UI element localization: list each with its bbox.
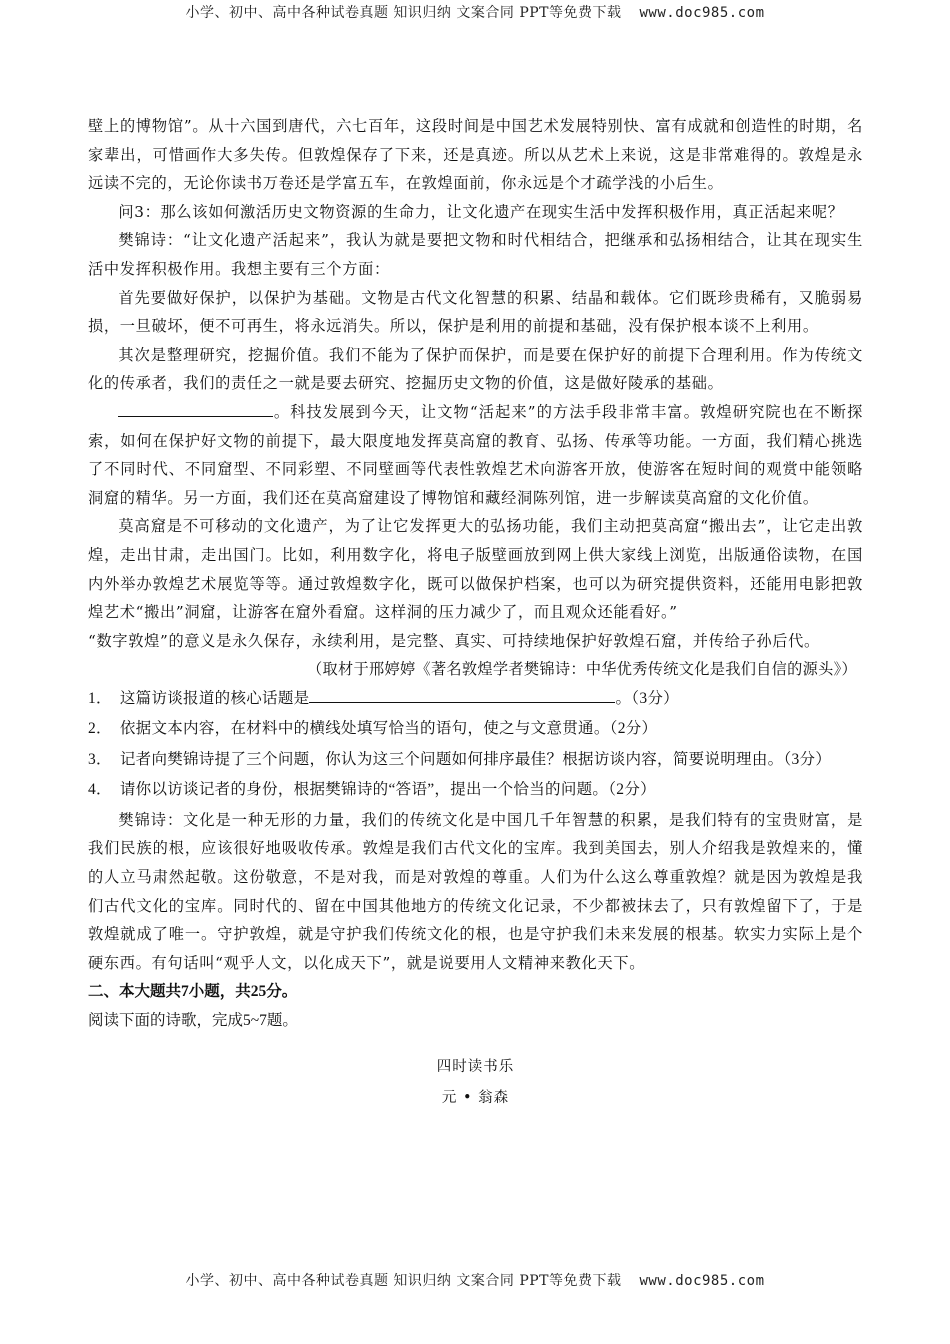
question-1-points: 。（3分） [615,689,679,707]
footer-site-link[interactable]: www.doc985.com [639,1273,765,1289]
header-text: 小学、初中、高中各种试卷真题 知识归纳 文案合同 PPT等免费下载 [185,5,622,21]
section-2-title: 二、本大题共7小题，共25分。 [88,983,298,1001]
fill-in-blank-line[interactable] [118,398,273,417]
question-number: 3． [88,750,112,768]
question-2-text: 依据文本内容，在材料中的横线处填写恰当的语句，使之与文意贯通。（2分） [119,720,658,738]
question-number: 1． [88,689,112,707]
article-paragraph-1: 壁上的博物馆”。从十六国到唐代，六七百年，这段时间是中国艺术发展特别快、富有成就和创造性的时期，名家辈出，可惜画作大多失传。但敦煌保存了下来，还是真迹。所以从艺术上来说，这是非常难得的。敦煌是永远读不完的，无论你读书万卷还是学富五车，在敦煌面前，你永远是个才疏学浅的小后生。 [88,117,863,193]
section-2-instruction: 阅读下面的诗歌，完成5~7题。 [88,1012,298,1030]
article-paragraph-5: 其次是整理研究，挖掘价值。我们不能为了保护而保护，而是要在保护好的前提下合理利用。作为传统文化的传承者，我们的责任之一就是要去研究、挖掘历史文物的价值，这是做好陵承的基础。 [88,345,863,393]
question-4 [88,775,863,806]
question-3-text: 记者向樊锦诗提了三个问题，你认为这三个问题如何排序最佳？根据访谈内容，简要说明理由。（3分） [119,750,832,768]
page-footer [0,1270,950,1290]
article-paragraph-6 [88,398,863,512]
page-header [0,2,950,22]
answer-passage: 樊锦诗：文化是一种无形的力量，我们的传统文化是中国几千年智慧的积累，是我们特有的宝贵财富，是我们民族的根，应该很好地吸收传承。敦煌是我们古代文化的宝库。我到美国去，别人介绍我是敦煌来的，懂的人立马肃然起敬。这份敬意，不是对我，而是对敦煌的尊重。人们为什么这么尊重敦煌？就是因为敦煌是我们古代文化的宝库。同时代的、留在中国其他地方的传统文化记录，不少都被抹去了，只有敦煌留下了，于是敦煌就成了唯一。守护敦煌，就是守护我们传统文化的根，也是守护我们未来发展的根基。软实力实际上是个硬东西。有句话叫“观乎人文，以化成天下”，就是说要用人文精神来教化天下。 [88,810,863,972]
poem-title: 四时读书乐 [436,1059,515,1076]
document-body [88,112,863,1112]
footer-text: 小学、初中、高中各种试卷真题 知识归纳 文案合同 PPT等免费下载 [185,1273,622,1289]
article-paragraph-3: 樊锦诗：“让文化遗产活起来”，我认为就是要把文物和时代相结合，把继承和弘扬相结合，让其在现实生活中发挥积极作用。我想主要有三个方面： [88,231,863,278]
question-1-text: 这篇访谈报道的核心话题是 [119,689,310,707]
question-number: 2． [88,720,112,738]
question-3 [88,745,863,776]
article-paragraph-4: 首先要做好保护，以保护为基础。文物是古代文化智慧的积累、结晶和载体。它们既珍贵稀有，又脆弱易损，一旦破坏，便不可再生，将永远消失。所以，保护是利用的前提和基础，没有保护根本谈不上利用。 [88,288,863,336]
article-paragraph-7: 莫高窟是不可移动的文化遗产，为了让它发挥更大的弘扬功能，我们主动把莫高窟“搬出去”，让它走出敦煌，走出甘肃，走出国门。比如，利用数字化，将电子版壁画放到网上供大家线上浏览，出版通俗读物，在国内外举办敦煌艺术展览等等。通过敦煌数字化，既可以做保护档案，也可以为研究提供资料，还能用电影把敦煌艺术“搬出”洞窟，让游客在窟外看窟。这样洞的压力减少了，而且观众还能看好。” [88,517,863,622]
poem-author: 元 • 翁森 [441,1090,510,1107]
interview-question-3: 问3：那么该如何激活历史文物资源的生命力，让文化遗产在现实生活中发挥积极作用，真正活起来呢？ [118,202,844,221]
header-site-link[interactable]: www.doc985.com [639,5,765,21]
answer-blank-line[interactable] [309,684,615,703]
article-source-citation: （取材于邢婷婷《著名敦煌学者樊锦诗：中华优秀传统文化是我们自信的源头》） [307,660,857,679]
question-2 [88,714,863,745]
question-number: 4． [88,781,112,799]
question-1 [88,684,863,715]
question-4-text: 请你以访谈记者的身份，根据樊锦诗的“答语”，提出一个恰当的问题。（2分） [119,781,656,799]
article-paragraph-8: “数字敦煌”的意义是永久保存，永续利用，是完整、真实、可持续地保护好敦煌石窟，并传给子孙后代。 [88,631,820,650]
article-paragraph-6-text: 。科技发展到今天，让文物“活起来”的方法手段非常丰富。敦煌研究院也在不断探索，如何在保护好文物的前提下，最大限度地发挥莫高窟的教育、弘扬、传承等功能。一方面，我们精心挑选了不同时代、不同窟型、不同彩塑、不同壁画等代表性敦煌艺术向游客开放，使游客在短时间的观赏中能领略洞窟的精华。另一方面，我们还在莫高窟建设了博物馆和藏经洞陈列馆，进一步解读莫高窟的文化价值。 [88,402,863,507]
